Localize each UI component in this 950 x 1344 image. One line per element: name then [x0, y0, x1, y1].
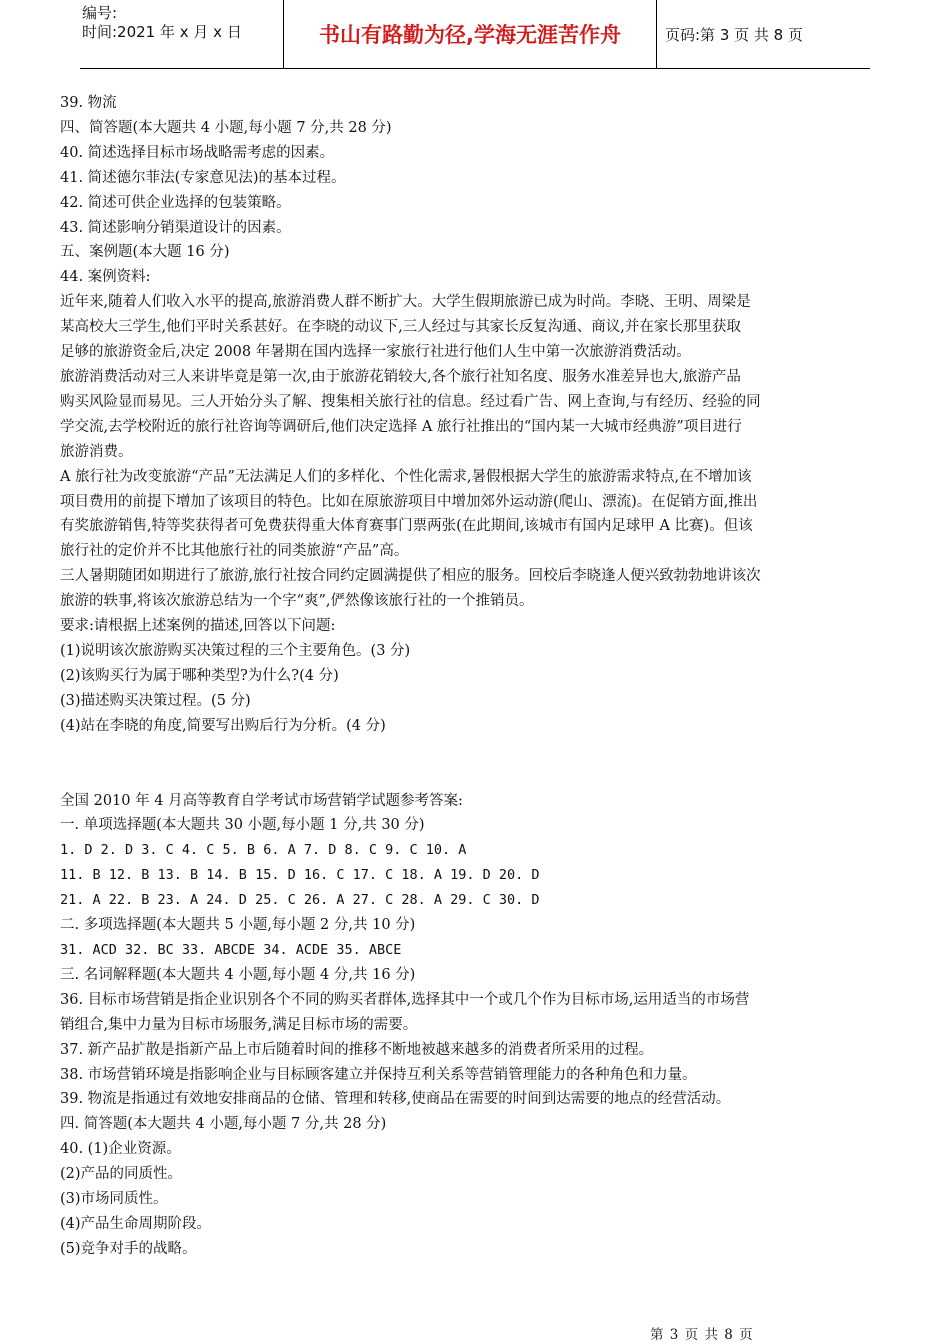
text-line: 销组合,集中力量为目标市场服务,满足目标市场的需要。 — [60, 1016, 418, 1033]
section-gap — [60, 739, 892, 789]
text-line: 全国 2010 年 4 月高等教育自学考试市场营销学试题参考答案: — [60, 792, 463, 809]
text-line: 37. 新产品扩散是指新产品上市后随着时间的推移不断地被越来越多的消费者所采用的过程。 — [60, 1041, 654, 1058]
text-line: 五、案例题(本大题 16 分) — [60, 244, 230, 261]
text-line: 旅行社的定价并不比其他旅行社的同类旅游“产品”高。 — [60, 543, 409, 560]
text-line: 21. A 22. B 23. A 24. D 25. C 26. A 27. C 28. A 29. C 30. D — [60, 892, 540, 909]
text-line: 四、简答题(本大题共 4 小题,每小题 7 分,共 28 分) — [60, 119, 392, 136]
number-label: 编号: — [82, 4, 118, 22]
text-line: 近年来,随着人们收入水平的提高,旅游消费人群不断扩大。大学生假期旅游已成为时尚。李晓、王明、周梁是 — [60, 294, 751, 311]
text-line: (4)站在李晓的角度,简要写出购后行为分析。(4 分) — [60, 717, 386, 734]
text-line: 足够的旅游资金后,决定 2008 年暑期在国内选择一家旅行社进行他们人生中第一次旅游消费活动。 — [60, 344, 691, 361]
header-page-label: 页码:第 3 页 共 8 页 — [665, 25, 803, 44]
text-line: 44. 案例资料: — [60, 269, 151, 286]
text-line: 38. 市场营销环境是指影响企业与目标顾客建立并保持互利关系等营销管理能力的各种角色和力量。 — [60, 1066, 697, 1083]
text-line: (4)产品生命周期阶段。 — [60, 1215, 212, 1232]
text-line: (3)描述购买决策过程。(5 分) — [60, 692, 251, 709]
time-label: 时间:2021 年 x 月 x 日 — [82, 23, 242, 41]
questions-section — [60, 91, 892, 739]
text-line: 三. 名词解释题(本大题共 4 小题,每小题 4 分,共 16 分) — [60, 966, 416, 983]
page-footer: 第 3 页 共 8 页 — [650, 1327, 754, 1343]
text-line: 36. 目标市场营销是指企业识别各个不同的购买者群体,选择其中一个或几个作为目标市场,运用适当的市场营 — [60, 991, 750, 1008]
text-line: 40. (1)企业资源。 — [60, 1141, 181, 1158]
header-meta — [80, 0, 280, 68]
text-line: (2)产品的同质性。 — [60, 1166, 183, 1183]
text-line: 39. 物流 — [60, 95, 117, 111]
text-line: (3)市场同质性。 — [60, 1191, 168, 1208]
text-line: 43. 简述影响分销渠道设计的因素。 — [60, 219, 291, 236]
text-line: 旅游的轶事,将该次旅游总结为一个字“爽”,俨然像该旅行社的一个推销员。 — [60, 593, 534, 610]
text-line: 40. 简述选择目标市场战略需考虑的因素。 — [60, 144, 335, 161]
text-line: 旅游消费。 — [60, 443, 133, 460]
text-line: 41. 简述德尔菲法(专家意见法)的基本过程。 — [60, 169, 346, 186]
answers-section — [60, 789, 892, 1262]
text-line: 要求:请根据上述案例的描述,回答以下问题: — [60, 618, 336, 635]
header-motto: 书山有路勤为径,学海无涯苦作舟 — [283, 0, 657, 68]
text-line: 购买风险显而易见。三人开始分头了解、搜集相关旅行社的信息。经过看广告、网上查询,与有经历、经验的同 — [60, 393, 761, 410]
text-line: 学交流,去学校附近的旅行社咨询等调研后,他们决定选择 A 旅行社推出的“国内某一大城市经典游”项目进行 — [60, 418, 742, 435]
text-line: (5)竞争对手的战略。 — [60, 1240, 197, 1257]
text-line: 三人暑期随团如期进行了旅游,旅行社按合同约定圆满提供了相应的服务。回校后李晓逢人便兴致勃勃地讲该次 — [60, 568, 761, 585]
text-line: 42. 简述可供企业选择的包装策略。 — [60, 194, 291, 211]
text-line: 31. ACD 32. BC 33. ABCDE 34. ACDE 35. ABCE — [60, 942, 402, 958]
text-line: 11. B 12. B 13. B 14. B 15. D 16. C 17. C 18. A 19. D 20. D — [60, 867, 540, 884]
text-line: 某高校大三学生,他们平时关系甚好。在李晓的动议下,三人经过与其家长反复沟通、商议,并在家长那里获取 — [60, 319, 741, 336]
text-line: 一. 单项选择题(本大题共 30 小题,每小题 1 分,共 30 分) — [60, 817, 425, 834]
document-body — [60, 91, 892, 1262]
text-line: 1. D 2. D 3. C 4. C 5. B 6. A 7. D 8. C 9. C 10. A — [60, 842, 467, 859]
text-line: 39. 物流是指通过有效地安排商品的仓储、管理和转移,使商品在需要的时间到达需要的地点的经营活动。 — [60, 1091, 731, 1108]
text-line: A 旅行社为改变旅游“产品”无法满足人们的多样化、个性化需求,暑假根据大学生的旅游需求特点,在不增加该 — [60, 468, 752, 485]
text-line: 项目费用的前提下增加了该项目的特色。比如在原旅游项目中增加郊外运动游(爬山、漂流)。在促销方面,推出 — [60, 493, 758, 510]
text-line: 有奖旅游销售,特等奖获得者可免费获得重大体育赛事门票两张(在此期间,该城市有国内足球甲 A 比赛)。但该 — [60, 518, 753, 535]
page-header — [80, 0, 870, 69]
text-line: (2)该购买行为属于哪种类型?为什么?(4 分) — [60, 667, 339, 684]
text-line: 四. 简答题(本大题共 4 小题,每小题 7 分,共 28 分) — [60, 1116, 387, 1133]
text-line: 旅游消费活动对三人来讲毕竟是第一次,由于旅游花销较大,各个旅行社知名度、服务水准差异也大,旅游产品 — [60, 368, 741, 385]
text-line: (1)说明该次旅游购买决策过程的三个主要角色。(3 分) — [60, 642, 411, 659]
text-line: 二. 多项选择题(本大题共 5 小题,每小题 2 分,共 10 分) — [60, 917, 416, 934]
